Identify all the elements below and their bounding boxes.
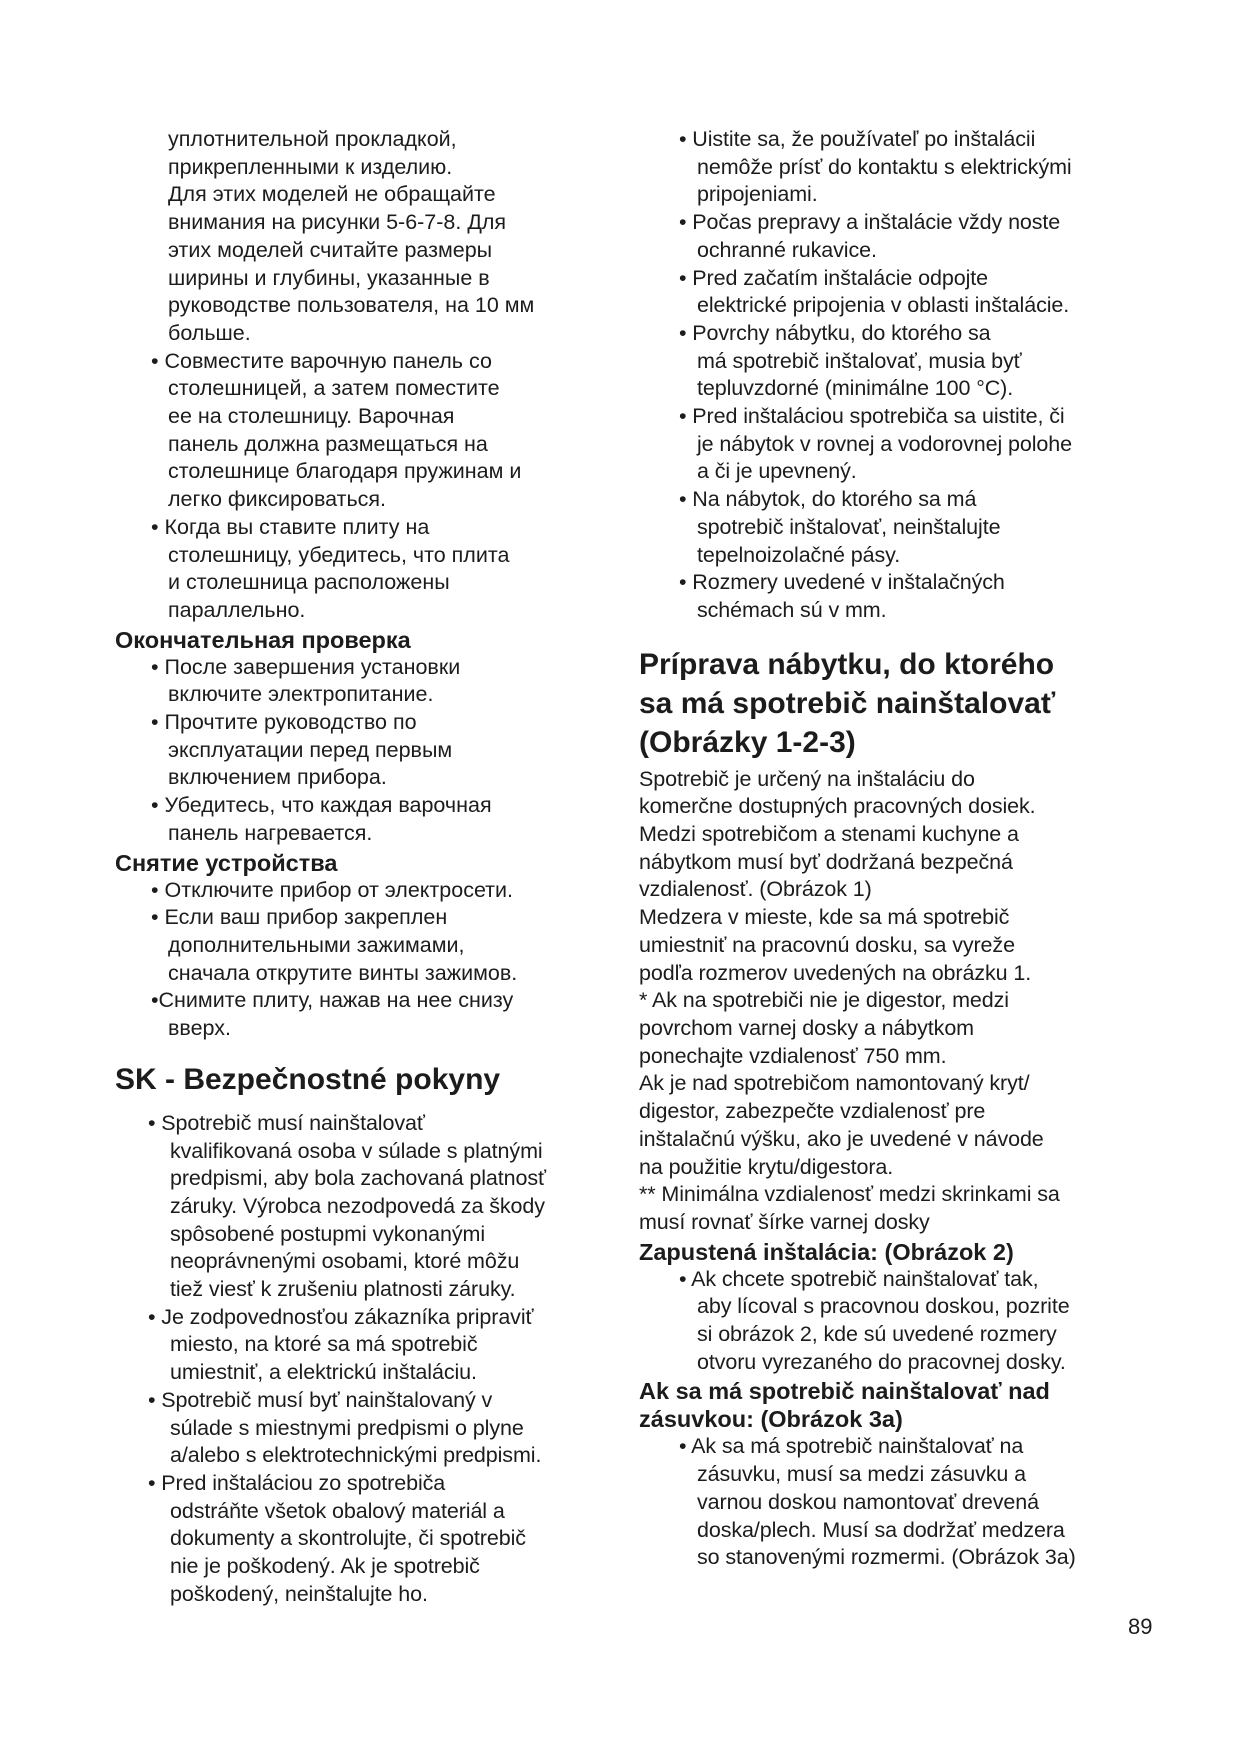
- list-item: [639, 1433, 1139, 1572]
- text-line: • Совместите варочную панель со: [151, 348, 492, 373]
- page-number: 89: [1128, 1614, 1153, 1639]
- text-line: neoprávnenými osobami, ktoré môžu: [170, 1249, 520, 1274]
- removal-heading: Снятие устройства: [115, 849, 338, 876]
- text-line: aby lícoval s pracovnou doskou, pozrite: [697, 1294, 1070, 1319]
- list-item: [639, 126, 1139, 209]
- text-line: • Povrchy nábytku, do ktorého sa: [679, 320, 991, 345]
- safety-heading: SK - Bezpečnostné pokyny: [115, 1062, 501, 1096]
- final-check-list: [115, 654, 615, 848]
- text-line: tepelnoizolačné pásy.: [697, 542, 901, 567]
- text-line: nábytkom musí byť dodržaná bezpečná: [639, 849, 1013, 874]
- text-line: • Убедитесь, что каждая варочная: [151, 793, 492, 818]
- list-item: [639, 209, 1139, 264]
- text-line: • Spotrebič musí byť nainštalovaný v: [148, 1387, 493, 1412]
- text-line: • Pred začatím inštalácie odpojte: [679, 265, 988, 290]
- install-bullets: [115, 348, 615, 625]
- text-line: •Снимите плиту, нажав на нее снизу: [151, 988, 514, 1013]
- text-line: sa má spotrebič nainštalovať: [639, 686, 1056, 720]
- text-line: ширины и глубины, указанные в: [168, 265, 490, 290]
- text-line: включите электропитание.: [168, 682, 434, 707]
- text-line: Spotrebič je určený na inštaláciu do: [639, 766, 975, 791]
- text-line: vzdialenosť. (Obrázok 1): [639, 877, 872, 902]
- text-line: включением прибора.: [168, 765, 387, 790]
- text-line: • Прочтите руководство по: [151, 710, 417, 735]
- list-item: [115, 654, 615, 709]
- text-line: внимания на рисунки 5-6-7-8. Для: [168, 210, 507, 235]
- text-line: • Отключите прибор от электросети.: [151, 877, 514, 902]
- text-line: параллельно.: [168, 597, 306, 622]
- text-line: Medzera v mieste, kde sa má spotrebič: [639, 905, 1010, 930]
- text-line: дополнительными зажимами,: [168, 932, 465, 957]
- list-item: [115, 709, 615, 792]
- text-line: ochranné rukavice.: [697, 237, 877, 262]
- text-line: ** Minimálna vzdialenosť medzi skrinkami sa: [639, 1182, 1060, 1207]
- text-line: ponechajte vzdialenosť 750 mm.: [639, 1043, 947, 1068]
- text-line: панель нагревается.: [168, 820, 373, 845]
- right-column: [639, 126, 1139, 1572]
- text-line: (Obrázky 1-2-3): [639, 725, 856, 759]
- text-line: столешницей, а затем поместите: [168, 376, 500, 401]
- left-column: [115, 126, 615, 1608]
- text-line: schémach sú v mm.: [697, 597, 887, 622]
- text-line: povrchom varnej dosky a nábytkom: [639, 1015, 974, 1040]
- safety-list: [115, 1110, 615, 1609]
- list-item: [639, 486, 1139, 569]
- text-line: панель должна размещаться на: [168, 431, 488, 456]
- text-line: a/alebo s elektrotechnickými predpismi.: [170, 1443, 542, 1468]
- text-line: столешницу, убедитесь, что плита: [168, 542, 510, 567]
- text-line: inštalačnú výšku, ako je uvedené v návode: [639, 1126, 1044, 1151]
- intro-paragraph: [115, 126, 615, 348]
- text-line: • Pred inštaláciou zo spotrebiča: [148, 1470, 446, 1495]
- list-item: [115, 1387, 615, 1470]
- list-item: [115, 348, 615, 514]
- text-line: tepluvzdorné (minimálne 100 °C).: [697, 376, 1014, 401]
- text-line: otvoru vyrezaného do pracovnej dosky.: [697, 1349, 1066, 1374]
- list-item: [115, 987, 615, 1042]
- text-line: súlade s miestnymi predpismi o plyne: [170, 1415, 524, 1440]
- list-item: [639, 265, 1139, 320]
- list-item: [115, 877, 615, 905]
- text-line: • После завершения установки: [151, 654, 461, 679]
- final-check-heading: Окончательная проверка: [115, 626, 411, 653]
- text-line: • Je zodpovednosťou zákazníka pripraviť: [148, 1304, 534, 1329]
- text-line: zásuvku, musí sa medzi zásuvku a: [697, 1462, 1026, 1487]
- flush-install-list: [639, 1266, 1139, 1377]
- text-line: • Если ваш прибор закреплен: [151, 905, 448, 930]
- text-line: легко фиксироваться.: [168, 487, 387, 512]
- text-line: zásuvkou: (Obrázok 3a): [639, 1406, 903, 1433]
- text-line: эксплуатации перед первым: [168, 737, 453, 762]
- flush-install-heading: Zapustená inštalácia: (Obrázok 2): [639, 1238, 1014, 1265]
- text-line: Для этих моделей не обращайте: [168, 182, 496, 207]
- drawer-install-list: [639, 1433, 1139, 1572]
- list-item: [115, 904, 615, 987]
- text-line: Ak je nad spotrebičom namontovaný kryt/: [639, 1071, 1030, 1096]
- text-line: • Ak chcete spotrebič nainštalovať tak,: [679, 1266, 1039, 1291]
- text-line: spôsobené postupmi vykonanými: [170, 1221, 486, 1246]
- text-line: digestor, zabezpečte vzdialenosť pre: [639, 1099, 986, 1124]
- text-line: • Počas prepravy a inštalácie vždy noste: [679, 210, 1061, 235]
- text-line: • Ak sa má spotrebič nainštalovať na: [679, 1434, 1024, 1459]
- text-line: • Uistite sa, že používateľ po inštalácii: [679, 127, 1036, 151]
- text-line: dokumenty a skontrolujte, či spotrebič: [170, 1526, 526, 1551]
- text-line: Medzi spotrebičom a stenami kuchyne a: [639, 822, 1019, 847]
- text-line: • Когда вы ставите плиту на: [151, 514, 430, 539]
- list-item: [115, 1470, 615, 1609]
- text-line: руководстве пользователя, на 10 мм: [168, 293, 535, 318]
- list-item: [639, 1266, 1139, 1377]
- list-item: [115, 514, 615, 625]
- text-line: doska/plech. Musí sa dodržať medzera: [697, 1517, 1065, 1542]
- text-line: Príprava nábytku, do ktorého: [639, 647, 1055, 681]
- text-line: so stanovenými rozmermi. (Obrázok 3a): [697, 1545, 1076, 1570]
- list-item: [115, 1304, 615, 1387]
- text-line: predpismi, aby bola zachovaná platnosť: [170, 1166, 546, 1191]
- text-line: этих моделей считайте размеры: [168, 237, 493, 262]
- drawer-install-heading: [639, 1377, 1139, 1433]
- text-line: больше.: [168, 320, 251, 345]
- text-line: varnou doskou namontovať drevená: [697, 1489, 1039, 1514]
- text-line: je nábytok v rovnej a vodorovnej polohe: [697, 431, 1072, 456]
- text-line: nemôže prísť do kontaktu s elektrickými: [697, 154, 1072, 179]
- text-line: a či je upevnený.: [697, 459, 857, 484]
- text-line: столешнице благодаря пружинам и: [168, 459, 522, 484]
- text-line: umiestniť na pracovnú dosku, sa vyreže: [639, 932, 1015, 957]
- list-item: [639, 403, 1139, 486]
- text-line: Ak sa má spotrebič nainštalovať nad: [639, 1378, 1050, 1405]
- text-line: si obrázok 2, kde sú uvedené rozmery: [697, 1322, 1057, 1347]
- text-line: musí rovnať šírke varnej dosky: [639, 1209, 930, 1234]
- safety-list-continued: [639, 126, 1139, 625]
- text-line: прикрепленными к изделию.: [168, 154, 453, 179]
- list-item: [639, 569, 1139, 624]
- text-line: • Pred inštaláciou spotrebiča sa uistite, či: [679, 404, 1065, 429]
- text-line: • Rozmery uvedené v inštalačných: [679, 570, 1005, 595]
- text-line: podľa rozmerov uvedených na obrázku 1.: [639, 960, 1032, 985]
- text-line: má spotrebič inštalovať, musia byť: [697, 348, 1022, 373]
- text-line: komerčne dostupných pracovných dosiek.: [639, 794, 1036, 819]
- text-line: сначала открутите винты зажимов.: [168, 960, 518, 985]
- furniture-prep-heading: [639, 645, 1139, 762]
- text-line: • Na nábytok, do ktorého sa má: [679, 487, 977, 512]
- text-line: nie je poškodený. Ak je spotrebič: [170, 1554, 480, 1579]
- text-line: * Ak na spotrebiči nie je digestor, medzi: [639, 988, 1009, 1013]
- text-line: ее на столешницу. Варочная: [168, 404, 455, 429]
- text-line: и столешница расположены: [168, 570, 450, 595]
- text-line: pripojeniami.: [697, 182, 818, 207]
- text-line: umiestniť, a elektrickú inštaláciu.: [170, 1360, 477, 1385]
- text-line: вверх.: [168, 1016, 231, 1041]
- removal-list: [115, 877, 615, 1043]
- text-line: • Spotrebič musí nainštalovať: [148, 1110, 425, 1135]
- list-item: [115, 792, 615, 847]
- text-line: poškodený, neinštalujte ho.: [170, 1581, 428, 1606]
- furniture-prep-body: [639, 766, 1139, 1237]
- text-line: tiež viesť k zrušeniu platnosti záruky.: [170, 1277, 516, 1302]
- text-line: kvalifikovaná osoba v súlade s platnými: [170, 1138, 543, 1163]
- text-line: odstráňte všetok obalový materiál a: [170, 1498, 505, 1523]
- text-line: elektrické pripojenia v oblasti inštalácie.: [697, 293, 1070, 318]
- text-line: уплотнительной прокладкой,: [168, 127, 457, 151]
- text-line: záruky. Výrobca nezodpovedá za škody: [170, 1193, 545, 1218]
- list-item: [639, 320, 1139, 403]
- text-line: na použitie krytu/digestora.: [639, 1154, 894, 1179]
- list-item: [115, 1110, 615, 1304]
- text-line: spotrebič inštalovať, neinštalujte: [697, 514, 1001, 539]
- text-line: miesto, na ktoré sa má spotrebič: [170, 1332, 478, 1357]
